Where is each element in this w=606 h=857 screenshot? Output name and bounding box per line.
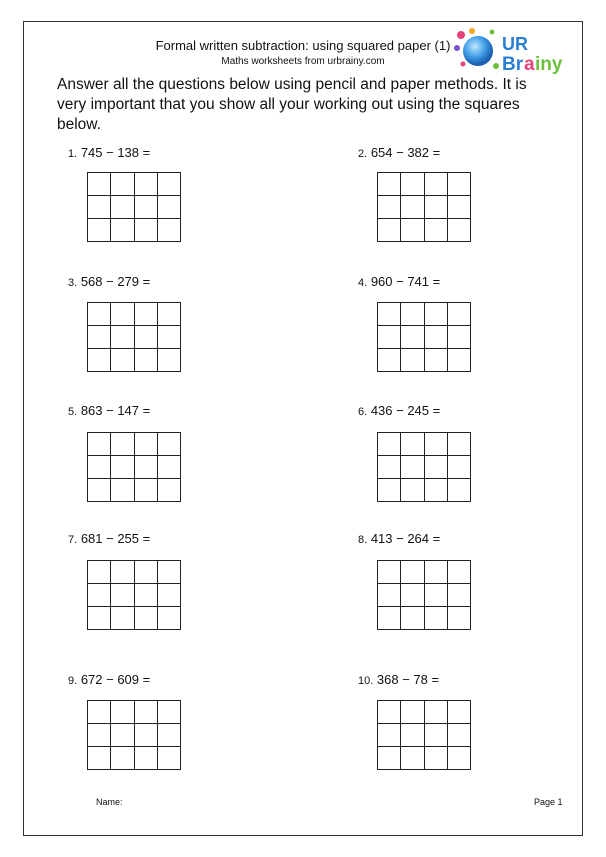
answer-grid-3[interactable] [87, 302, 181, 372]
question-expression: 960 − 741 = [370, 274, 441, 289]
page-number: Page 1 [534, 797, 563, 807]
question-number: 4. [358, 277, 368, 289]
question-3 [68, 274, 150, 289]
answer-grid-2[interactable] [377, 172, 471, 242]
urbrainy-logo [452, 26, 570, 76]
question-7 [68, 531, 150, 546]
question-6 [358, 403, 440, 418]
question-number: 7. [68, 534, 78, 546]
question-number: 3. [68, 277, 78, 289]
question-expression: 745 − 138 = [80, 145, 151, 160]
answer-grid-8[interactable] [377, 560, 471, 630]
answer-grid-1[interactable] [87, 172, 181, 242]
question-number: 10. [358, 675, 374, 687]
question-expression: 413 − 264 = [370, 531, 441, 546]
question-9 [68, 672, 150, 687]
question-number: 6. [358, 406, 368, 418]
question-number: 5. [68, 406, 78, 418]
worksheet-subtitle: Maths worksheets from urbrainy.com [221, 56, 385, 67]
question-number: 8. [358, 534, 368, 546]
question-expression: 863 − 147 = [80, 403, 151, 418]
question-number: 9. [68, 675, 78, 687]
instructions-text: Answer all the questions below using pencil and paper methods. It is very important that you show all your working out using the squares below. [57, 76, 527, 133]
question-expression: 436 − 245 = [370, 403, 441, 418]
worksheet-title: Formal written subtraction: using squared paper (1) [155, 38, 451, 53]
question-expression: 654 − 382 = [370, 145, 441, 160]
name-label: Name: [96, 797, 123, 807]
answer-grid-9[interactable] [87, 700, 181, 770]
question-expression: 368 − 78 = [376, 672, 440, 687]
question-5 [68, 403, 150, 418]
question-1 [68, 145, 150, 160]
svg-text:UR: UR [502, 34, 528, 54]
question-10 [358, 672, 439, 687]
answer-grid-4[interactable] [377, 302, 471, 372]
question-4 [358, 274, 440, 289]
question-number: 2. [358, 148, 368, 160]
answer-grid-5[interactable] [87, 432, 181, 502]
question-expression: 681 − 255 = [80, 531, 151, 546]
answer-grid-6[interactable] [377, 432, 471, 502]
svg-text:iny: iny [535, 54, 563, 75]
question-2 [358, 145, 440, 160]
question-expression: 672 − 609 = [80, 672, 151, 687]
answer-grid-7[interactable] [87, 560, 181, 630]
question-expression: 568 − 279 = [80, 274, 151, 289]
question-8 [358, 531, 440, 546]
question-number: 1. [68, 148, 78, 160]
answer-grid-10[interactable] [377, 700, 471, 770]
svg-text:a: a [524, 54, 535, 75]
svg-text:Br: Br [502, 54, 524, 75]
